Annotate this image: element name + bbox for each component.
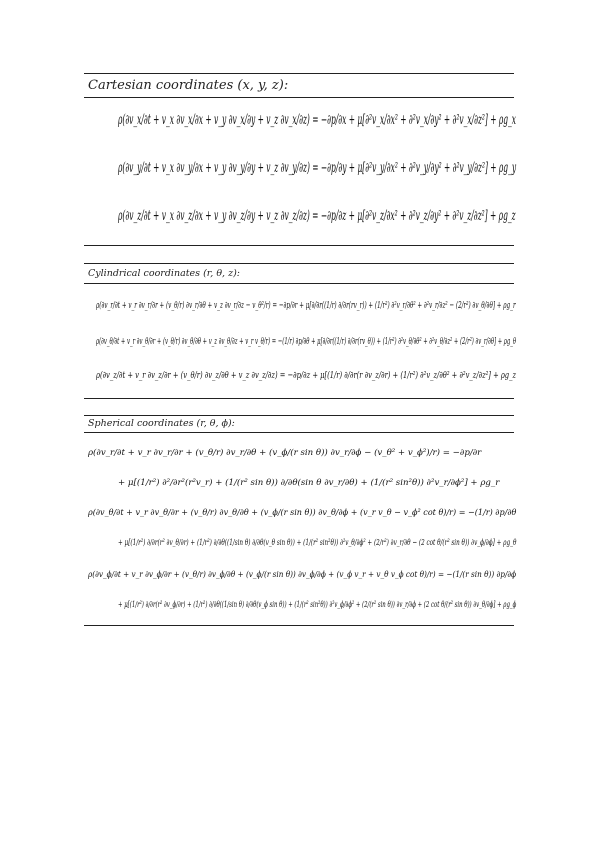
cylindrical-heading-rule (84, 283, 514, 284)
spherical-r-equation-lhs: ρ(∂v_r/∂t + v_r ∂v_r/∂r + (v_θ/r) ∂v_r/∂θ + (v_ϕ/(r sin θ)) ∂v_r/∂ϕ − (v_θ² + v_ϕ²)/r) = −∂p/∂r (88, 448, 482, 458)
spherical-theta-equation-lhs: ρ(∂v_θ/∂t + v_r ∂v_θ/∂r + (v_θ/r) ∂v_θ/∂θ + (v_ϕ/(r sin θ)) ∂v_θ/∂ϕ + (v_r v_θ − v_ϕ² cot θ)/r) = −(1/r) ∂p/∂θ (88, 508, 517, 518)
spherical-heading-rule (84, 432, 514, 433)
spherical-theta-equation-rhs: + μ[(1/r²) ∂/∂r(r² ∂v_θ/∂r) + (1/r²) ∂/∂θ((1/sin θ) ∂/∂θ(v_θ sin θ)) + (1/(r² sin²θ)) ∂²v_θ/∂ϕ² + (2/r²) ∂v_r/∂θ − (2 cot θ/(r² sin θ)) ∂v_ϕ/∂ϕ] + ρg_θ (118, 538, 517, 548)
cylindrical-bottom-rule (84, 398, 514, 399)
cartesian-x-equation: ρ(∂v_x/∂t + v_x ∂v_x/∂x + v_y ∂v_x/∂y + v_z ∂v_x/∂z) = −∂p/∂x + μ[∂²v_x/∂x² + ∂²v_x/∂y² + ∂²v_x/∂z²] + ρg_x (118, 112, 517, 128)
spherical-phi-equation-lhs: ρ(∂v_ϕ/∂t + v_r ∂v_ϕ/∂r + (v_θ/r) ∂v_ϕ/∂θ + (v_ϕ/(r sin θ)) ∂v_ϕ/∂ϕ + (v_ϕ v_r + v_θ v_ϕ cot θ)/r) = −(1/(r sin θ)) ∂p/∂ϕ (88, 570, 517, 580)
cylindrical-heading: Cylindrical coordinates (r, θ, z): (88, 268, 240, 279)
cartesian-bottom-rule (84, 245, 514, 246)
cylindrical-theta-equation: ρ(∂v_θ/∂t + v_r ∂v_θ/∂r + (v_θ/r) ∂v_θ/∂θ + v_z ∂v_θ/∂z + v_r v_θ/r) = −(1/r) ∂p/∂θ + μ[∂/∂r((1/r) ∂/∂r(rv_θ)) + (1/r²) ∂²v_θ/∂θ² + ∂²v_θ/∂z² + (2/r²) ∂v_r/∂θ] + ρg_θ (96, 336, 517, 347)
spherical-r-equation-rhs: + μ[(1/r²) ∂²/∂r²(r²v_r) + (1/(r² sin θ)) ∂/∂θ(sin θ ∂v_r/∂θ) + (1/(r² sin²θ)) ∂²v_r/∂ϕ²] + ρg_r (118, 478, 500, 488)
cartesian-z-equation: ρ(∂v_z/∂t + v_x ∂v_z/∂x + v_y ∂v_z/∂y + v_z ∂v_z/∂z) = −∂p/∂z + μ[∂²v_z/∂x² + ∂²v_z/∂y² + ∂²v_z/∂z²] + ρg_z (118, 208, 516, 224)
cartesian-heading-rule (84, 97, 514, 98)
spherical-bottom-rule (84, 625, 514, 626)
cartesian-y-equation: ρ(∂v_y/∂t + v_x ∂v_y/∂x + v_y ∂v_y/∂y + v_z ∂v_y/∂z) = −∂p/∂y + μ[∂²v_y/∂x² + ∂²v_y/∂y² + ∂²v_y/∂z²] + ρg_y (118, 160, 517, 176)
cylindrical-top-rule (84, 263, 514, 264)
spherical-phi-equation-rhs: + μ[(1/r²) ∂/∂r(r² ∂v_ϕ/∂r) + (1/r²) ∂/∂θ((1/sin θ) ∂/∂θ(v_ϕ sin θ)) + (1/(r² sin²θ)) ∂²v_ϕ/∂ϕ² + (2/(r² sin θ)) ∂v_r/∂ϕ + (2 cot θ/(r² sin θ)) ∂v_θ/∂ϕ] + ρg_ϕ (118, 600, 517, 610)
cartesian-heading: Cartesian coordinates (x, y, z): (88, 78, 289, 93)
cylindrical-z-equation: ρ(∂v_z/∂t + v_r ∂v_z/∂r + (v_θ/r) ∂v_z/∂θ + v_z ∂v_z/∂z) = −∂p/∂z + μ[(1/r) ∂/∂r(r ∂v_z/∂r) + (1/r²) ∂²v_z/∂θ² + ∂²v_z/∂z²] + ρg_z (96, 370, 517, 381)
cylindrical-r-equation: ρ(∂v_r/∂t + v_r ∂v_r/∂r + (v_θ/r) ∂v_r/∂θ + v_z ∂v_r/∂z − v_θ²/r) = −∂p/∂r + μ[∂/∂r((1/r) ∂/∂r(rv_r)) + (1/r²) ∂²v_r/∂θ² + ∂²v_r/∂z² − (2/r²) ∂v_θ/∂θ] + ρg_r (96, 300, 516, 311)
section-rule-top (84, 73, 514, 74)
spherical-top-rule (84, 415, 514, 416)
spherical-heading: Spherical coordinates (r, θ, ϕ): (88, 418, 235, 429)
